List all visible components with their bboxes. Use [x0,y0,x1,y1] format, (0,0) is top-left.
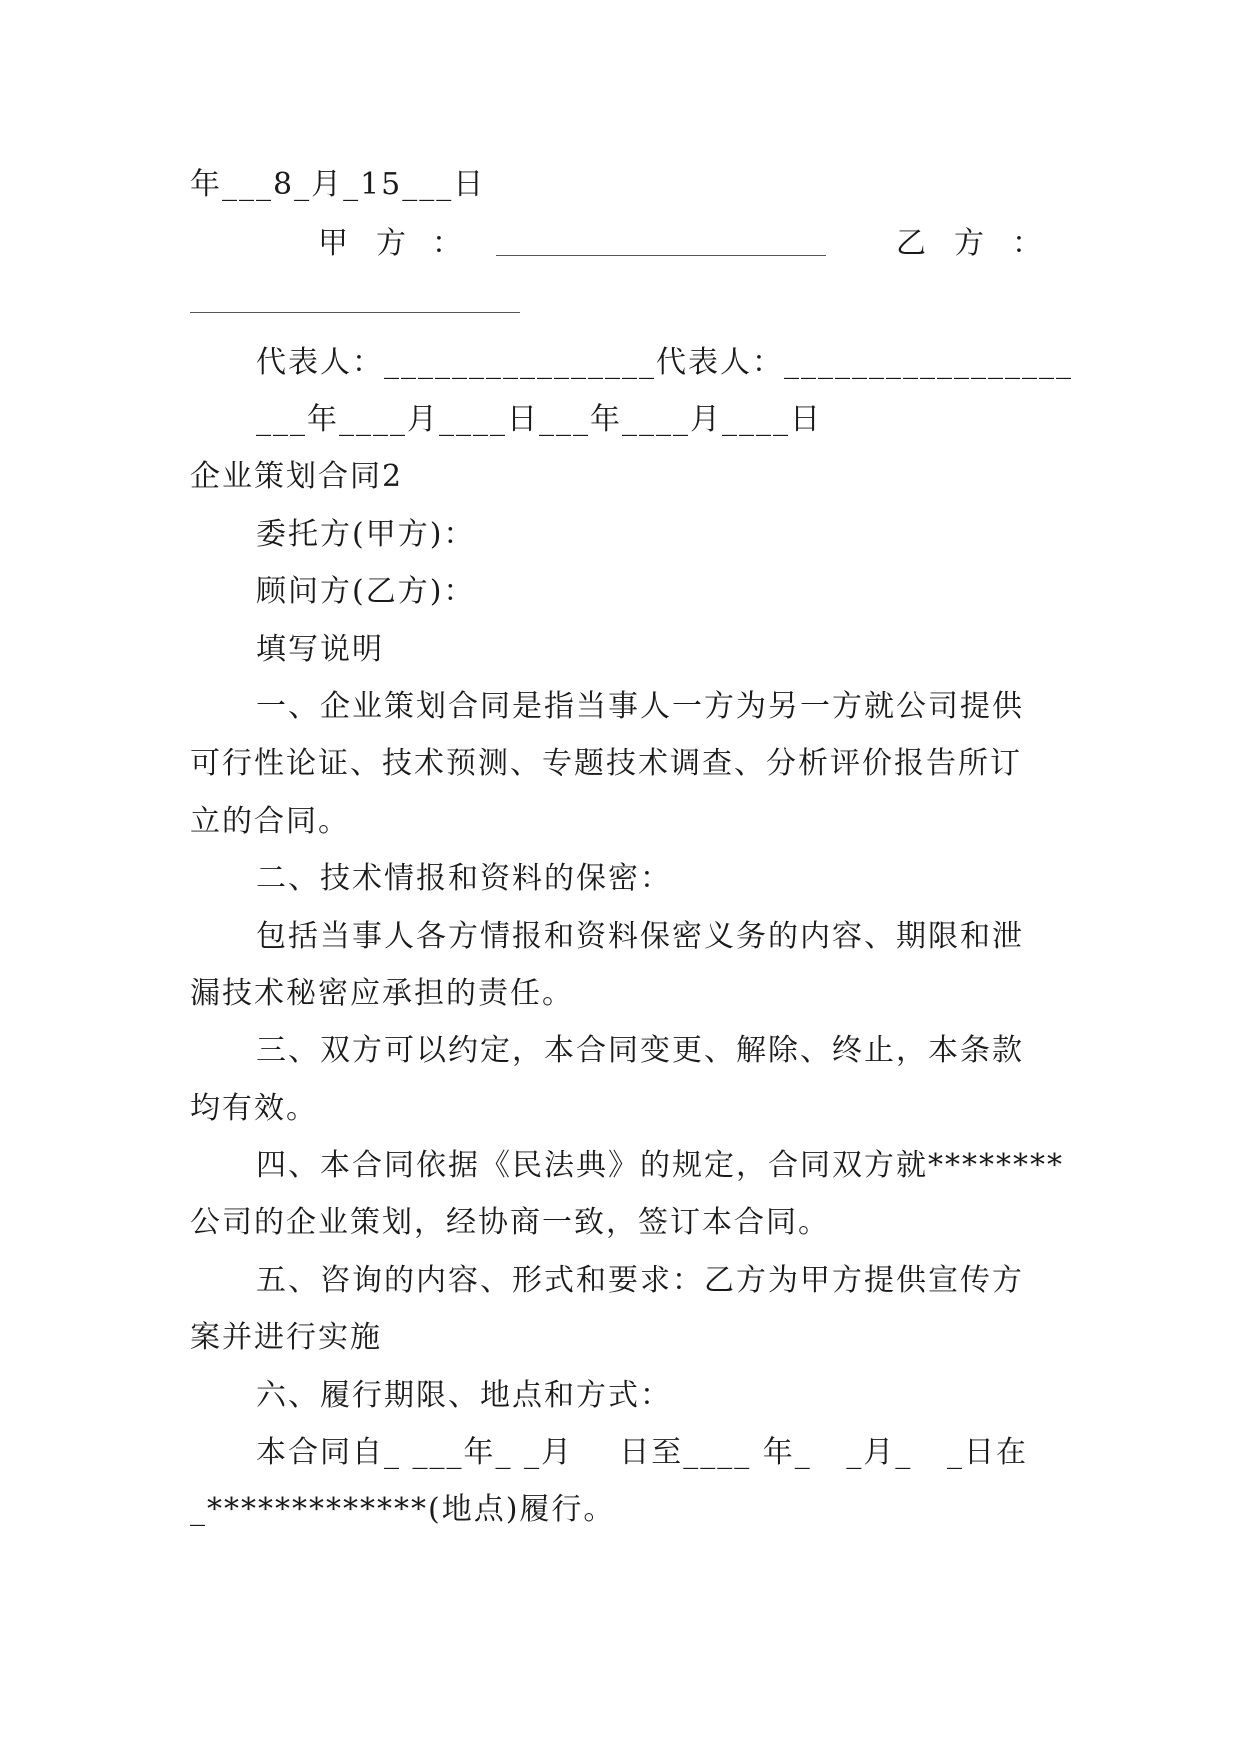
clause-1-line-3: 立的合同。 [190,804,350,839]
clause-1-line-1: 一、企业策划合同是指当事人一方为另一方就公司提供 [256,689,1024,724]
clause-6-line-2: _*************(地点)履行。 [190,1492,616,1527]
party-a-blank[interactable] [496,255,826,256]
representative-line: 代表人：________________代表人：_________________ [256,345,1073,380]
party-b-blank[interactable] [190,312,520,313]
clause-5-line-1: 五、咨询的内容、形式和要求：乙方为甲方提供宣传方 [256,1263,1024,1298]
consultant-party-line: 顾问方(乙方)： [256,574,476,609]
clause-6-heading: 六、履行期限、地点和方式： [256,1378,672,1413]
instructions-heading: 填写说明 [256,632,384,667]
entrusting-party-line: 委托方(甲方)： [256,517,476,552]
clause-2-line-1: 包括当事人各方情报和资料保密义务的内容、期限和泄 [256,919,1024,954]
clause-3-line-2: 均有效。 [190,1091,318,1126]
party-b-char-1: 乙 [896,226,928,261]
clause-3-line-1: 三、双方可以约定，本合同变更、解除、终止，本条款 [256,1033,1024,1068]
clause-4-line-1: 四、本合同依据《民法典》的规定，合同双方就******** [256,1148,1064,1183]
contract-title: 企业策划合同2 [190,459,404,494]
party-a-char-1: 甲 [318,226,350,261]
party-a-char-2: 方 [376,226,408,261]
clause-1-line-2: 可行性论证、技术预测、专题技术调查、分析评价报告所订 [190,746,1022,781]
clause-5-line-2: 案并进行实施 [190,1320,382,1355]
date-line: 年___8_月_15___日 [190,167,486,202]
party-b-colon: ： [1012,226,1044,261]
party-b-char-2: 方 [954,226,986,261]
clause-2-line-2: 漏技术秘密应承担的责任。 [190,976,574,1011]
clause-4-line-2: 公司的企业策划，经协商一致，签订本合同。 [190,1205,830,1240]
clause-2-heading: 二、技术情报和资料的保密： [256,861,672,896]
party-a-colon: ： [432,226,464,261]
clause-6-line-1: 本合同自_ ___年_ _月 日至____ 年_ _月_ _日在 [256,1435,1028,1470]
signing-date-line: ___年____月____日___年____月____日 [256,402,822,437]
